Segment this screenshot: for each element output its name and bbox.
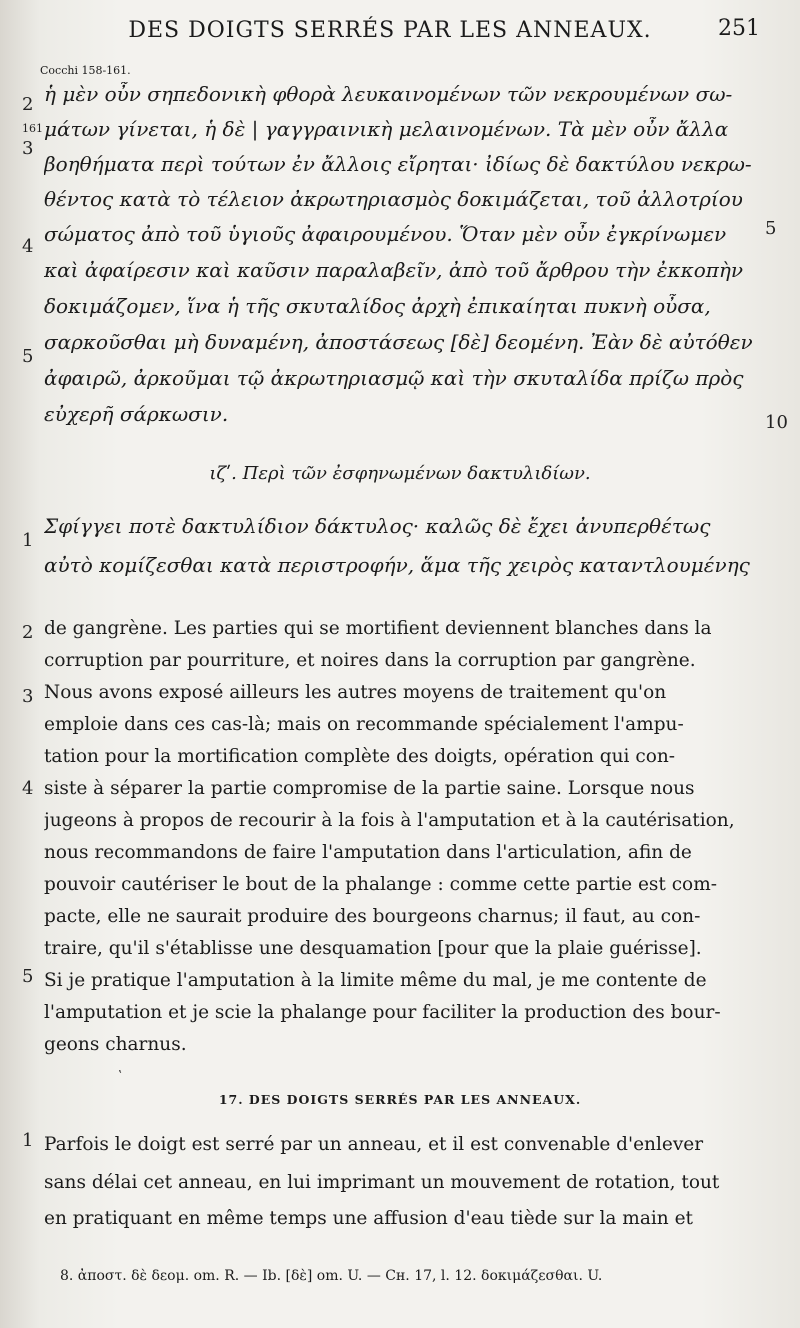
section-title: 17. DES DOIGTS SERRÉS PAR LES ANNEAUX. xyxy=(218,1092,582,1107)
line-number: 161 xyxy=(22,122,43,135)
line-number: 2 xyxy=(22,94,34,115)
line-number-right: 10 xyxy=(765,412,788,433)
greek-line: εὐχερῆ σάρκωσιν. xyxy=(44,402,229,426)
line-number: 1 xyxy=(22,1130,34,1151)
line-number: 2 xyxy=(22,622,34,643)
french-line: pouvoir cautériser le bout de la phalange : comme cette partie est com- xyxy=(44,874,717,895)
french-line: jugeons à propos de recourir à la fois à l'amputation et à la cautérisation, xyxy=(44,810,735,831)
greek-line: ἡ μὲν οὖν σηπεδονικὴ φθορὰ λευκαινομένων τῶν νεκρουμένων σω- xyxy=(44,82,733,106)
greek-line: δοκιμάζομεν, ἵνα ἡ τῆς σκυταλίδος ἀρχὴ ἐπικαίηται πυκνὴ οὖσα, xyxy=(44,294,711,318)
line-number: 1 xyxy=(22,530,34,551)
ink-mark: ʽ xyxy=(118,1068,122,1082)
line-number: 3 xyxy=(22,686,34,707)
french-line: traire, qu'il s'établisse une desquamation [pour que la plaie guérisse]. xyxy=(44,938,702,959)
greek-line: Σφίγγει ποτὲ δακτυλίδιον δάκτυλος· καλῶς δὲ ἔχει ἀνυπερθέτως xyxy=(44,514,711,538)
line-number: 3 xyxy=(22,138,34,159)
french-line: en pratiquant en même temps une affusion d'eau tiède sur la main et xyxy=(44,1208,693,1229)
greek-line: βοηθήματα περὶ τούτων ἐν ἄλλοις εἴρηται· ἰδίως δὲ δακτύλου νεκρω- xyxy=(44,152,752,176)
french-line: emploie dans ces cas-là; mais on recommande spécialement l'ampu- xyxy=(44,714,684,735)
french-line: geons charnus. xyxy=(44,1034,187,1055)
french-line: Nous avons exposé ailleurs les autres moyens de traitement qu'on xyxy=(44,682,667,703)
greek-line: καὶ ἀφαίρεσιν καὶ καῦσιν παραλαβεῖν, ἀπὸ τοῦ ἄρθρου τὴν ἐκκοπὴν xyxy=(44,258,744,282)
greek-line: ἀφαιρῶ, ἀρκοῦμαι τῷ ἀκρωτηριασμῷ καὶ τὴν σκυταλίδα πρίζω πρὸς xyxy=(44,366,744,390)
page-number: 251 xyxy=(718,16,760,41)
greek-line: μάτων γίνεται, ἡ δὲ | γαγγραινικὴ μελαινομένων. Τὰ μὲν οὖν ἄλλα xyxy=(44,117,729,141)
running-title: DES DOIGTS SERRÉS PAR LES ANNEAUX. xyxy=(128,18,652,43)
greek-line: θέντος κατὰ τὸ τέλειον ἀκρωτηριασμὸς δοκιμάζεται, τοῦ ἀλλοτρίου xyxy=(44,187,743,211)
french-line: nous recommandons de faire l'amputation dans l'articulation, afin de xyxy=(44,842,692,863)
french-line: de gangrène. Les parties qui se mortifient deviennent blanches dans la xyxy=(44,618,712,639)
line-number: 5 xyxy=(22,346,34,367)
greek-chapter-heading: ιζʹ. Περὶ τῶν ἐσφηνωμένων δακτυλιδίων. xyxy=(209,463,591,484)
french-line: sans délai cet anneau, en lui imprimant un mouvement de rotation, tout xyxy=(44,1172,720,1193)
line-number-right: 5 xyxy=(765,218,777,239)
greek-line: σώματος ἀπὸ τοῦ ὑγιοῦς ἀφαιρουμένου. Ὅταν μὲν οὖν ἐγκρίνωμεν xyxy=(44,222,727,246)
line-number: 5 xyxy=(22,966,34,987)
french-line: pacte, elle ne saurait produire des bourgeons charnus; il faut, au con- xyxy=(44,906,701,927)
french-line: siste à séparer la partie compromise de la partie saine. Lorsque nous xyxy=(44,778,695,799)
line-number: 4 xyxy=(22,236,34,257)
french-line: tation pour la mortification complète des doigts, opération qui con- xyxy=(44,746,675,767)
french-line: l'amputation et je scie la phalange pour faciliter la production des bour- xyxy=(44,1002,721,1023)
footnote: 8. ἀποστ. δὲ δεομ. om. R. — Ib. [δὲ] om. U. — Cн. 17, l. 12. δοκιμάζεσθαι. U. xyxy=(60,1268,603,1284)
greek-line: σαρκοῦσθαι μὴ δυναμένη, ἀποστάσεως [δὲ] δεομένη. Ἐὰν δὲ αὐτόθεν xyxy=(44,330,753,354)
source-note: Cocchi 158-161. xyxy=(40,64,131,77)
line-number: 4 xyxy=(22,778,34,799)
french-line: corruption par pourriture, et noires dans la corruption par gangrène. xyxy=(44,650,696,671)
french-line: Si je pratique l'amputation à la limite même du mal, je me contente de xyxy=(44,970,707,991)
french-line: Parfois le doigt est serré par un anneau, et il est convenable d'enlever xyxy=(44,1134,704,1155)
greek-line: αὐτὸ κομίζεσθαι κατὰ περιστροφήν, ἅμα τῆς χειρὸς καταντλουμένης xyxy=(44,553,750,577)
